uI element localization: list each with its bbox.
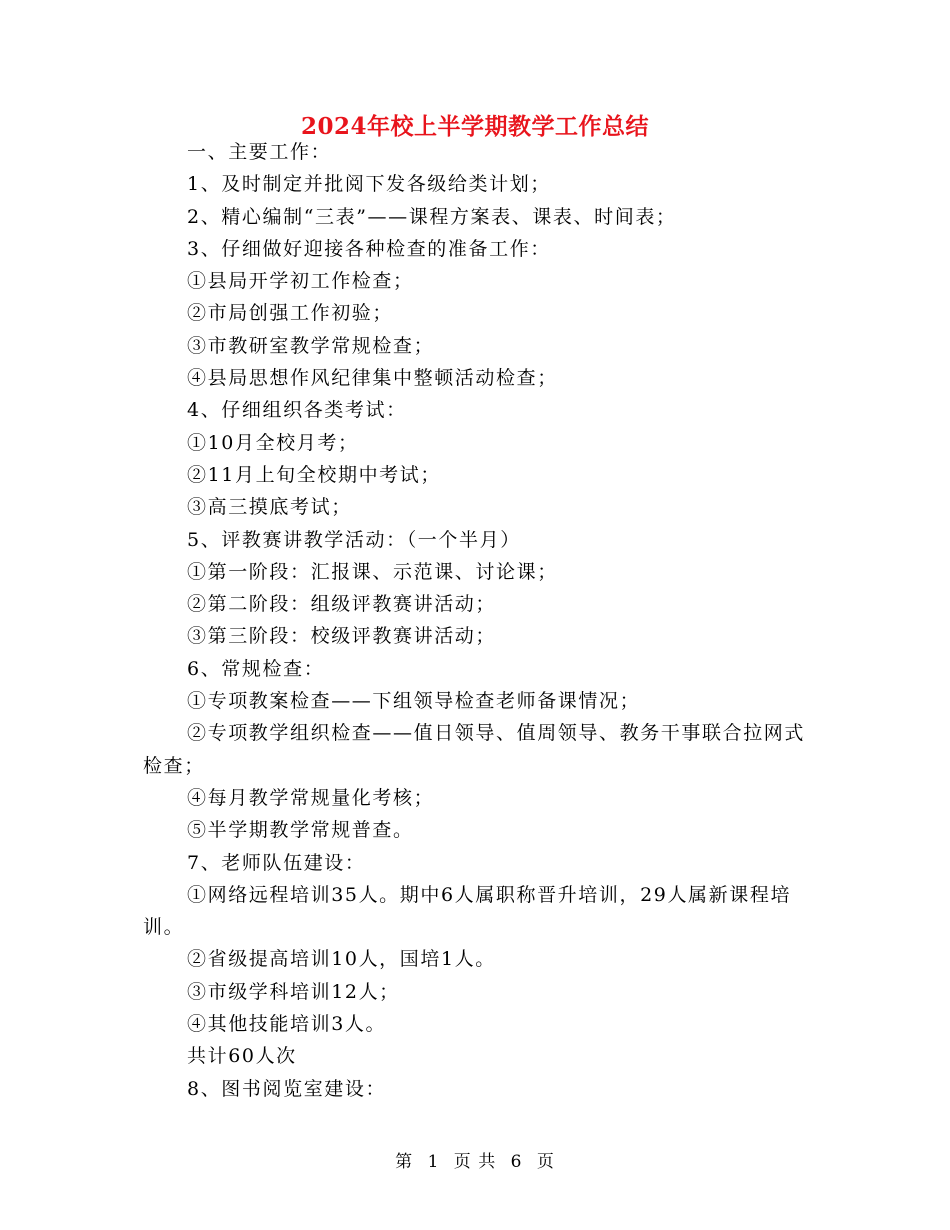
footer-page-number: 1 bbox=[427, 1152, 440, 1172]
body-line: ②11月上旬全校期中考试； bbox=[187, 463, 441, 486]
document-body bbox=[143, 136, 823, 1105]
body-line: 3、仔细做好迎接各种检查的准备工作： bbox=[187, 237, 551, 260]
body-line: ②第二阶段：组级评教赛讲活动； bbox=[187, 593, 497, 616]
body-line: ③市级学科培训12人； bbox=[187, 980, 400, 1003]
body-line: ①县局开学初工作检查； bbox=[187, 270, 414, 293]
body-line: 4、仔细组织各类考试： bbox=[187, 399, 407, 422]
body-line: 7、老师队伍建设： bbox=[187, 851, 366, 874]
body-line: ③高三摸底考试； bbox=[187, 496, 352, 519]
body-line: ④县局思想作风纪律集中整顿活动检查； bbox=[187, 367, 558, 390]
page-footer bbox=[0, 1150, 950, 1174]
body-line: ②省级提高培训10人，国培1人。 bbox=[187, 948, 496, 971]
body-line: 一、主要工作： bbox=[187, 141, 332, 163]
body-line: ③第三阶段：校级评教赛讲活动； bbox=[187, 625, 497, 648]
document-title: 2024年校上半学期教学工作总结 bbox=[300, 113, 649, 140]
body-line: 6、常规检查： bbox=[187, 657, 325, 680]
body-line: ①网络远程培训35人。期中6人属职称晋升培训，29人属新课程培训。 bbox=[143, 883, 792, 939]
body-line: ①第一阶段：汇报课、示范课、讨论课； bbox=[187, 560, 558, 583]
body-line: ②市局创强工作初验； bbox=[187, 302, 394, 325]
body-line: 2、精心编制“三表”——课程方案表、课表、时间表； bbox=[187, 205, 677, 228]
body-line: ①专项教案检查——下组领导检查老师备课情况； bbox=[187, 690, 641, 713]
footer-suffix: 页 bbox=[536, 1152, 555, 1172]
body-line: ④每月教学常规量化考核； bbox=[187, 786, 435, 809]
body-line: 1、及时制定并批阅下发各级给类计划； bbox=[187, 173, 551, 196]
body-line: ①10月全校月考； bbox=[187, 431, 359, 454]
body-line: 5、评教赛讲教学活动：（一个半月） bbox=[187, 528, 521, 551]
footer-total-pages: 6 bbox=[510, 1152, 523, 1172]
footer-prefix: 第 bbox=[395, 1152, 414, 1172]
body-line: ③市教研室教学常规检查； bbox=[187, 334, 435, 357]
body-line: 共计60人次 bbox=[187, 1045, 297, 1068]
body-line: ⑤半学期教学常规普查。 bbox=[187, 819, 414, 842]
body-line: 8、图书阅览室建设： bbox=[187, 1077, 387, 1100]
footer-middle: 页 共 bbox=[453, 1152, 497, 1172]
body-line: ②专项教学组织检查——值日领导、值周领导、教务干事联合拉网式检查； bbox=[143, 722, 806, 777]
body-line: ④其他技能培训3人。 bbox=[187, 1013, 387, 1036]
